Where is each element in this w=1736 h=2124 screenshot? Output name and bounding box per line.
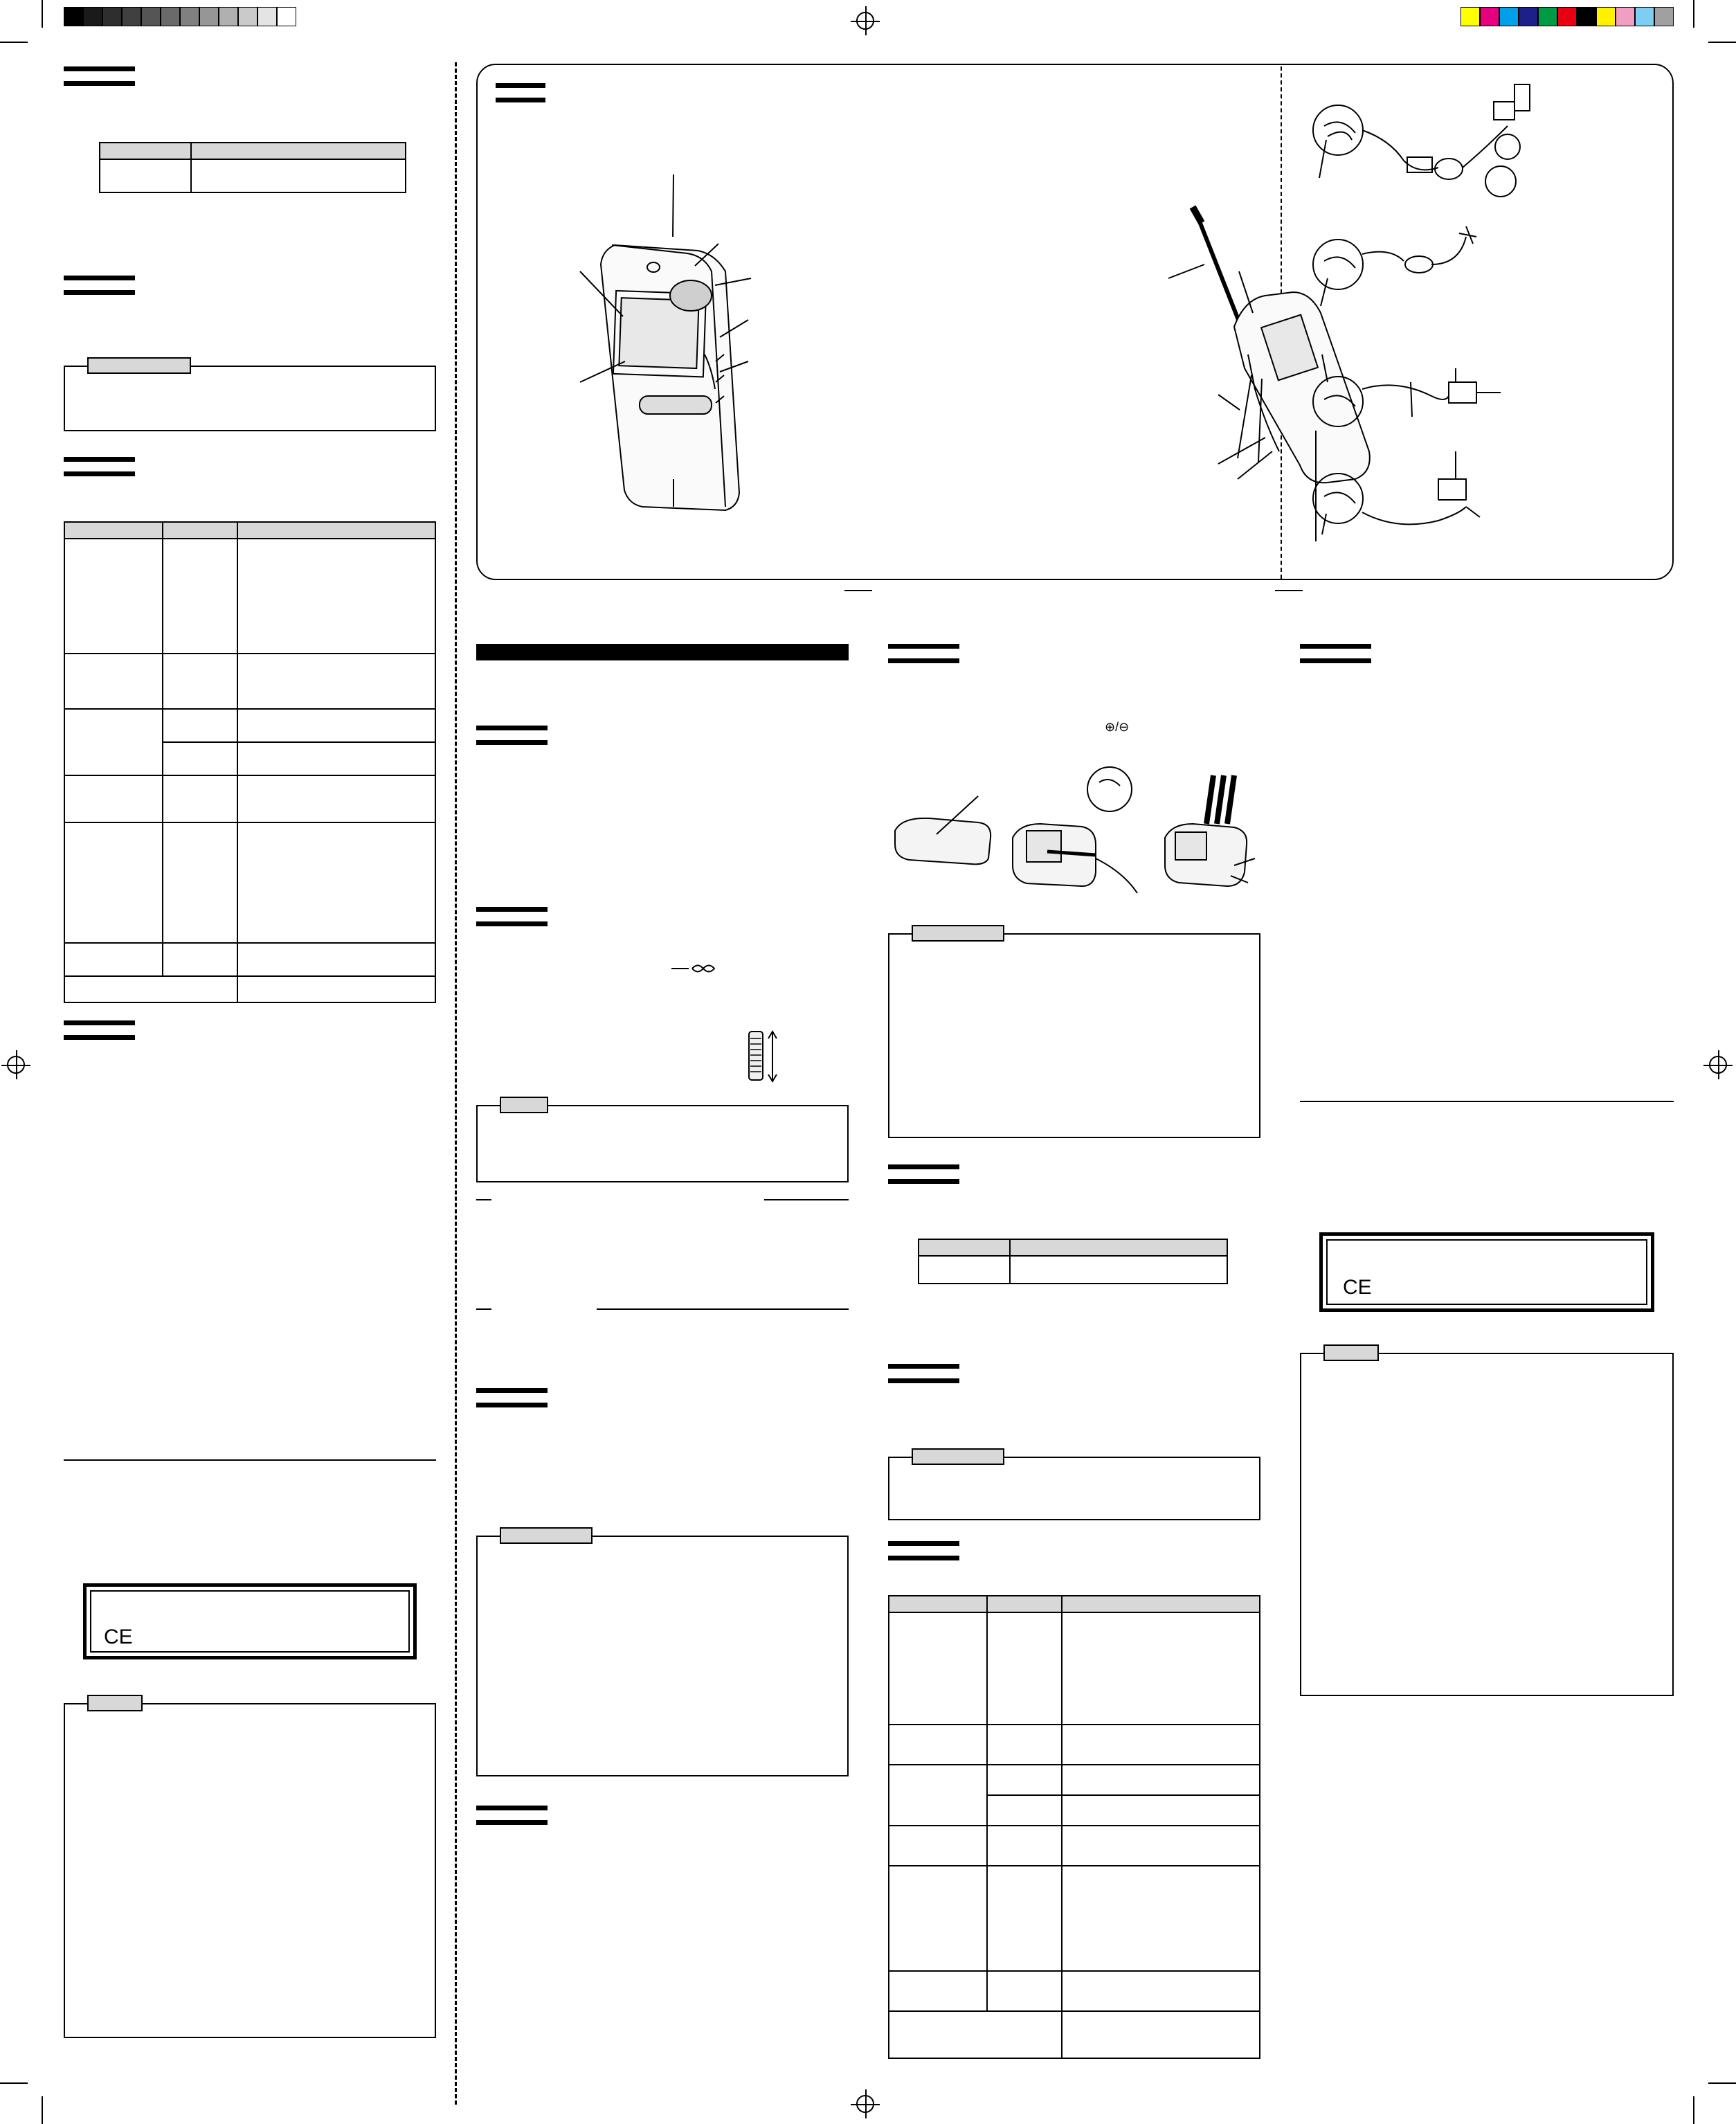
- color-swatch: [1499, 7, 1519, 26]
- section-heading-bar: [64, 276, 135, 295]
- color-swatch: [1538, 7, 1557, 26]
- section-heading-bar: [64, 457, 135, 476]
- crop-mark: [1708, 42, 1736, 43]
- gray-swatch: [180, 7, 199, 26]
- caution-box: [888, 933, 1260, 1138]
- registration-mark-bottom: [856, 2095, 874, 2113]
- troubleshooting-table-right: [888, 1595, 1260, 2059]
- gray-swatch: [122, 7, 141, 26]
- caution-box: [1300, 1353, 1674, 1696]
- note-box: [888, 1457, 1260, 1520]
- page-marker: [1275, 590, 1303, 591]
- gray-swatch: [141, 7, 161, 26]
- crop-mark: [42, 0, 43, 28]
- caution-box-tab: [912, 925, 1004, 942]
- black-title-bar: [476, 644, 849, 660]
- section-heading-bar: [476, 1806, 548, 1825]
- color-swatch: [1577, 7, 1596, 26]
- rule-short: [764, 1199, 849, 1200]
- gray-swatch: [64, 7, 83, 26]
- registration-mark-right: [1709, 1056, 1727, 1074]
- crop-mark: [1708, 2082, 1736, 2084]
- section-heading-bar: [476, 726, 548, 745]
- ce-notice-frame: [83, 1583, 417, 1659]
- color-swatch: [1635, 7, 1654, 26]
- color-swatch: [1654, 7, 1674, 26]
- registration-mark-top: [856, 12, 874, 30]
- spec-table-small: [918, 1239, 1228, 1284]
- crop-mark: [1693, 0, 1694, 28]
- section-heading-bar: [888, 1164, 959, 1184]
- section-heading-bar: [1300, 644, 1371, 663]
- color-swatch: [1596, 7, 1616, 26]
- ce-notice-frame: [1319, 1232, 1654, 1312]
- device-illustrations-svg: [476, 64, 1674, 590]
- caution-box-tab: [87, 1695, 143, 1711]
- troubleshooting-table-left: [64, 521, 436, 1003]
- note-box-tab: [500, 1097, 548, 1113]
- gray-swatch: [238, 7, 257, 26]
- gray-swatch: [199, 7, 219, 26]
- section-heading-bar: [888, 1541, 959, 1560]
- color-swatch: [1480, 7, 1499, 26]
- divider-line: [1300, 1101, 1674, 1102]
- rule-short: [476, 1308, 491, 1310]
- ce-mark-icon: CE: [1343, 1276, 1372, 1299]
- crop-mark: [42, 2096, 43, 2124]
- fold-line: [455, 62, 457, 2105]
- battery-polarity-icon: ⊕/⊖: [1105, 720, 1130, 734]
- note-box: [64, 366, 436, 431]
- section-heading-bar: [64, 1020, 135, 1040]
- gray-swatch: [277, 7, 296, 26]
- gray-swatch: [257, 7, 277, 26]
- page-marker: [844, 590, 872, 591]
- gray-swatch: [161, 7, 180, 26]
- caution-box: [64, 1703, 436, 2038]
- divider-line: [64, 1459, 436, 1461]
- section-heading-bar: [64, 66, 135, 86]
- gray-swatch: [219, 7, 238, 26]
- note-box-tab: [87, 357, 191, 374]
- rule-short: [476, 1199, 491, 1200]
- color-swatch: [1461, 7, 1480, 26]
- section-heading-bar: [476, 907, 548, 926]
- section-heading-bar: [888, 644, 959, 663]
- note-box-tab: [912, 1448, 1004, 1465]
- color-swatch: [1557, 7, 1577, 26]
- crop-mark: [1693, 2096, 1694, 2124]
- earphone-icon: [664, 958, 720, 979]
- pocket-tv-front-illustration: [580, 174, 751, 510]
- rule-long: [597, 1308, 849, 1310]
- color-swatch: [1616, 7, 1635, 26]
- color-swatch: [1519, 7, 1538, 26]
- crop-mark: [0, 42, 28, 43]
- spec-table-small: [99, 142, 406, 193]
- registration-mark-left: [7, 1056, 25, 1074]
- crop-mark: [0, 2082, 28, 2084]
- note-box: [476, 1105, 849, 1182]
- volume-wheel-icon: [746, 1029, 781, 1084]
- section-heading-bar: [888, 1364, 959, 1383]
- caution-box: [476, 1536, 849, 1776]
- caution-box-tab: [1323, 1344, 1379, 1361]
- gray-swatch: [102, 7, 122, 26]
- section-heading-bar: [476, 1388, 548, 1407]
- gray-swatch: [83, 7, 102, 26]
- battery-install-illustration: [888, 755, 1262, 907]
- caution-box-tab: [500, 1527, 593, 1544]
- ce-mark-icon: CE: [104, 1626, 133, 1648]
